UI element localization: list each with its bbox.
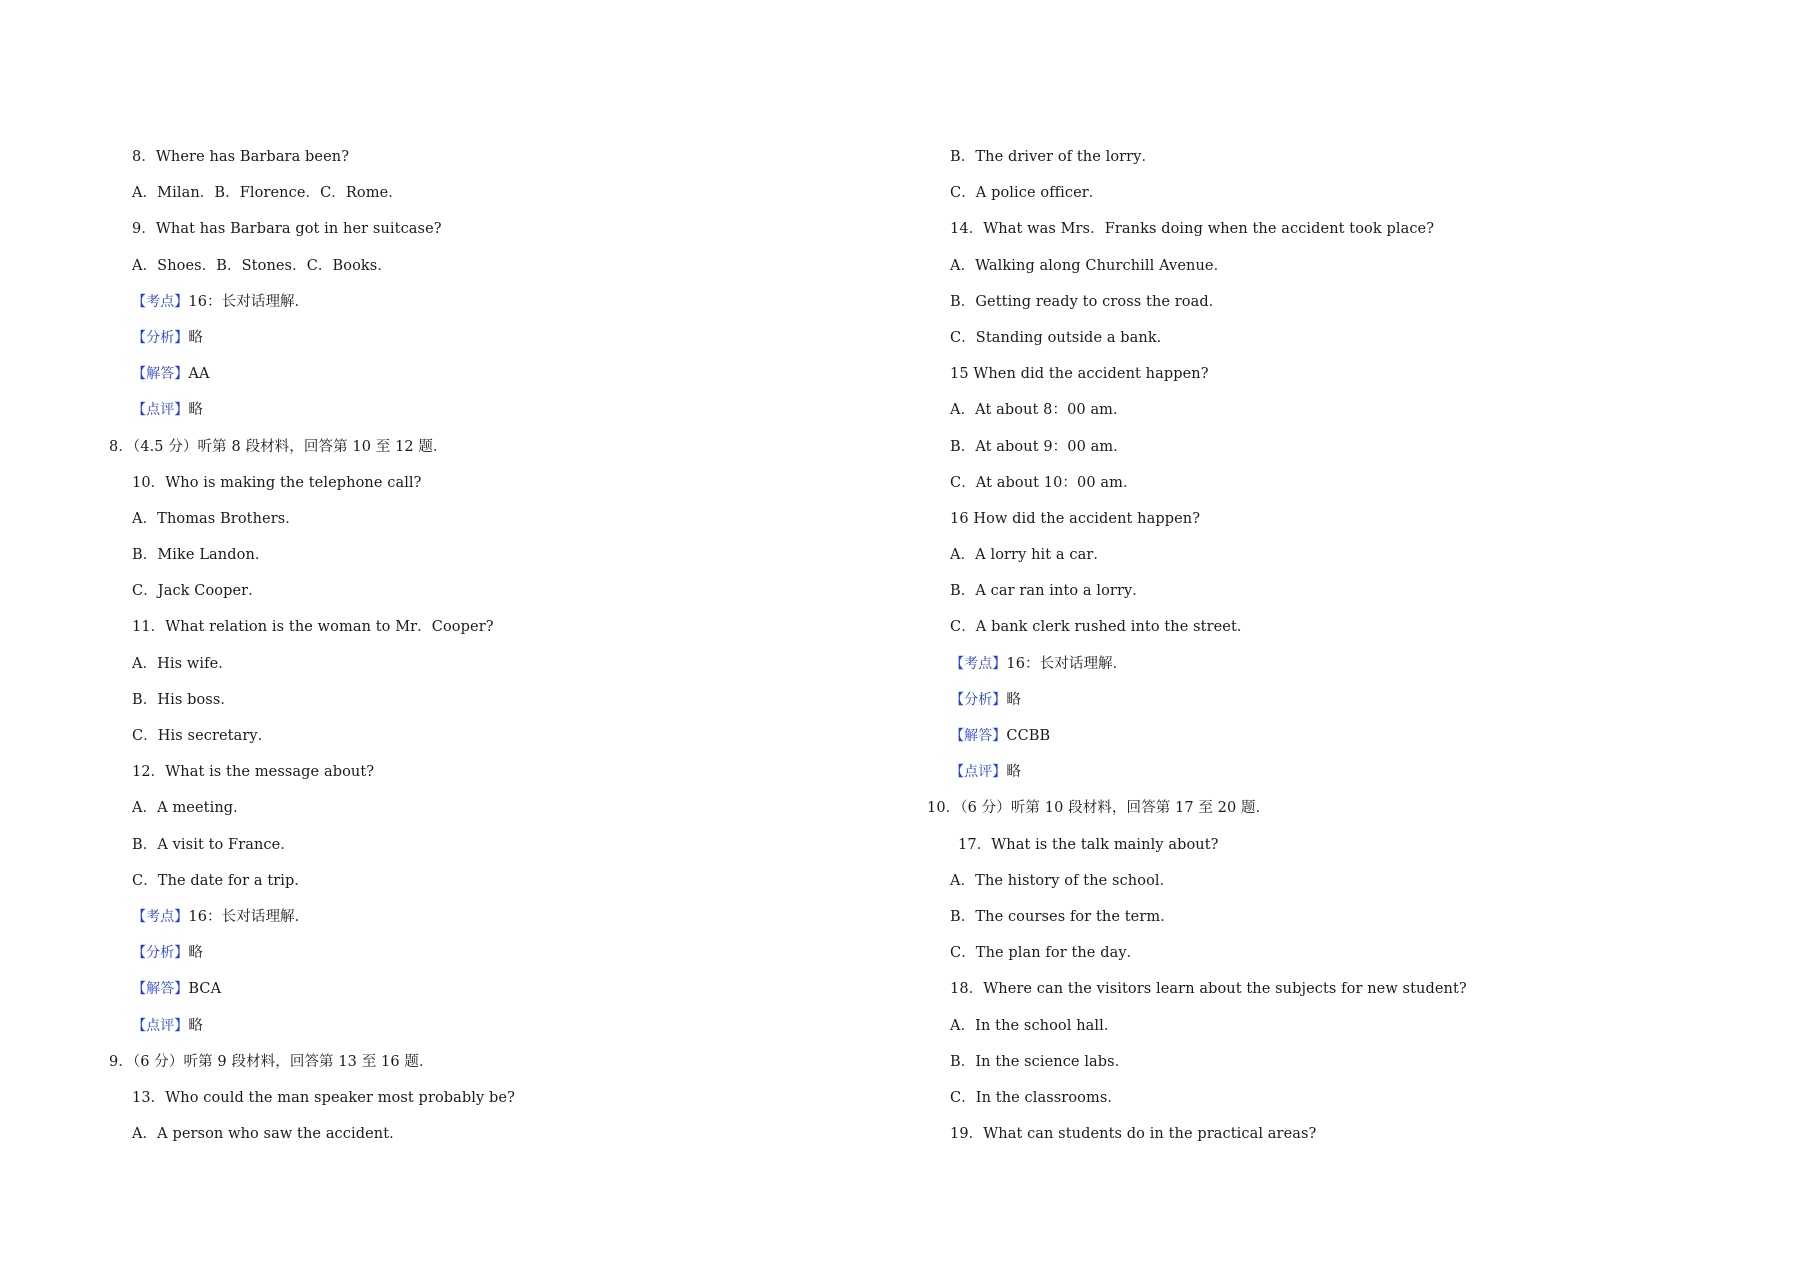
question-line bbox=[109, 689, 869, 725]
question-line bbox=[927, 616, 1687, 652]
line-text: B．Mike Landon． bbox=[132, 547, 270, 564]
question-line bbox=[109, 1123, 869, 1159]
question-line bbox=[927, 978, 1687, 1014]
question-line bbox=[927, 508, 1687, 544]
question-line bbox=[927, 1087, 1687, 1123]
section-heading bbox=[927, 797, 1687, 833]
annotation-tag: 【点评】 bbox=[950, 764, 1007, 781]
question-line bbox=[109, 870, 869, 906]
line-text: C．Jack Cooper． bbox=[132, 583, 263, 600]
section-heading bbox=[109, 436, 869, 472]
line-text: A．Milan．B．Florence．C．Rome． bbox=[132, 185, 403, 202]
answer-annotation-line bbox=[109, 291, 869, 327]
answer-annotation-line bbox=[109, 978, 869, 1014]
annotation-tag: 【分析】 bbox=[132, 329, 189, 346]
question-line bbox=[927, 544, 1687, 580]
annotation-tag: 【点评】 bbox=[132, 402, 189, 419]
annotation-tag: 【分析】 bbox=[132, 945, 189, 962]
line-text: 16：长对话理解． bbox=[188, 908, 310, 925]
line-text: 略 bbox=[188, 945, 204, 962]
line-text: 16：长对话理解． bbox=[188, 293, 310, 310]
line-text: 17．What is the talk mainly about? bbox=[958, 836, 1219, 853]
line-text: C．The plan for the day． bbox=[950, 945, 1142, 962]
line-text: AA bbox=[188, 366, 210, 383]
answer-annotation-line bbox=[927, 725, 1687, 761]
question-line bbox=[927, 1015, 1687, 1051]
line-text: 10．Who is making the telephone call? bbox=[132, 474, 422, 491]
question-line bbox=[927, 327, 1687, 363]
question-line bbox=[927, 580, 1687, 616]
question-line bbox=[927, 834, 1687, 870]
question-line bbox=[927, 399, 1687, 435]
question-line bbox=[109, 761, 869, 797]
question-line bbox=[109, 218, 869, 254]
answer-annotation-line bbox=[109, 906, 869, 942]
annotation-tag: 【解答】 bbox=[950, 728, 1007, 744]
section-heading bbox=[109, 1051, 869, 1087]
answer-annotation-line bbox=[109, 1015, 869, 1051]
line-text: 16 How did the accident happen? bbox=[950, 510, 1201, 527]
line-text: B．At about 9：00 am． bbox=[950, 438, 1128, 455]
question-line bbox=[927, 255, 1687, 291]
question-line bbox=[927, 870, 1687, 906]
line-text: CCBB bbox=[1006, 728, 1051, 744]
question-line bbox=[109, 725, 869, 761]
line-text: 8．（4.5 分）听第 8 段材料，回答第 10 至 12 题． bbox=[109, 438, 448, 455]
question-line bbox=[927, 472, 1687, 508]
line-text: B．Getting ready to cross the road． bbox=[950, 293, 1224, 310]
question-line bbox=[927, 182, 1687, 218]
answer-annotation-line bbox=[927, 761, 1687, 797]
line-text: C．A police officer． bbox=[950, 185, 1104, 202]
line-text: 18．Where can the visitors learn about the subjects for new student? bbox=[950, 981, 1467, 998]
question-line bbox=[109, 544, 869, 580]
line-text: A．A meeting． bbox=[132, 800, 248, 817]
question-line bbox=[927, 436, 1687, 472]
line-text: C．The date for a trip． bbox=[132, 872, 310, 889]
answer-annotation-line bbox=[927, 653, 1687, 689]
annotation-tag: 【点评】 bbox=[132, 1017, 189, 1034]
line-text: 8．Where has Barbara been? bbox=[132, 149, 350, 165]
question-line bbox=[109, 616, 869, 652]
question-line bbox=[927, 218, 1687, 254]
line-text: 9．What has Barbara got in her suitcase? bbox=[132, 221, 442, 238]
question-line bbox=[927, 146, 1687, 182]
line-text: A．His wife． bbox=[132, 655, 233, 672]
line-text: C．Standing outside a bank． bbox=[950, 329, 1172, 346]
annotation-tag: 【考点】 bbox=[132, 908, 189, 925]
line-text: 10．（6 分）听第 10 段材料，回答第 17 至 20 题． bbox=[927, 800, 1271, 817]
line-text: 略 bbox=[188, 402, 204, 419]
annotation-tag: 【解答】 bbox=[132, 981, 189, 998]
line-text: 19．What can students do in the practical areas? bbox=[950, 1126, 1317, 1143]
line-text: C．His secretary． bbox=[132, 728, 273, 744]
line-text: A．Shoes．B．Stones．C．Books． bbox=[132, 257, 392, 274]
line-text: 12．What is the message about? bbox=[132, 764, 375, 781]
question-line bbox=[109, 797, 869, 833]
question-line bbox=[109, 1087, 869, 1123]
question-line bbox=[927, 1051, 1687, 1087]
line-text: 11．What relation is the woman to Mr．Cooper? bbox=[132, 619, 494, 636]
answer-annotation-line bbox=[109, 327, 869, 363]
question-line bbox=[109, 653, 869, 689]
line-text: A．At about 8：00 am． bbox=[950, 402, 1128, 419]
line-text: C．In the classrooms． bbox=[950, 1089, 1122, 1106]
line-text: 略 bbox=[188, 329, 204, 346]
answer-annotation-line bbox=[927, 689, 1687, 725]
line-text: A．A lorry hit a car． bbox=[950, 547, 1108, 564]
line-text: A．Thomas Brothers． bbox=[132, 510, 300, 527]
line-text: B．A car ran into a lorry． bbox=[950, 583, 1147, 600]
left-column bbox=[109, 146, 869, 1159]
question-line bbox=[109, 472, 869, 508]
line-text: 9．（6 分）听第 9 段材料，回答第 13 至 16 题． bbox=[109, 1053, 434, 1070]
line-text: 13．Who could the man speaker most probably be? bbox=[132, 1089, 515, 1106]
line-text: B．A visit to France． bbox=[132, 836, 295, 853]
question-line bbox=[109, 182, 869, 218]
question-line bbox=[109, 508, 869, 544]
line-text: 15 When did the accident happen? bbox=[950, 366, 1209, 383]
line-text: 略 bbox=[1006, 691, 1022, 708]
line-text: BCA bbox=[188, 981, 222, 998]
line-text: A．A person who saw the accident． bbox=[132, 1126, 404, 1143]
line-text: A．In the school hall． bbox=[950, 1017, 1119, 1034]
question-line bbox=[927, 942, 1687, 978]
line-text: C．At about 10：00 am． bbox=[950, 474, 1138, 491]
line-text: 略 bbox=[188, 1017, 204, 1034]
line-text: C．A bank clerk rushed into the street． bbox=[950, 619, 1252, 636]
question-line bbox=[109, 255, 869, 291]
question-line bbox=[109, 580, 869, 616]
line-text: A．The history of the school． bbox=[950, 872, 1175, 889]
line-text: 14．What was Mrs．Franks doing when the accident took place? bbox=[950, 221, 1435, 238]
question-line bbox=[109, 146, 869, 182]
annotation-tag: 【考点】 bbox=[950, 655, 1007, 672]
answer-annotation-line bbox=[109, 399, 869, 435]
line-text: A．Walking along Churchill Avenue． bbox=[950, 257, 1229, 274]
line-text: B．His boss． bbox=[132, 691, 235, 708]
line-text: B．The driver of the lorry． bbox=[950, 149, 1157, 165]
line-text: 略 bbox=[1006, 764, 1022, 781]
question-line bbox=[927, 291, 1687, 327]
annotation-tag: 【解答】 bbox=[132, 366, 189, 383]
question-line bbox=[927, 363, 1687, 399]
line-text: B．In the science labs． bbox=[950, 1053, 1130, 1070]
question-line bbox=[927, 906, 1687, 942]
line-text: 16：长对话理解． bbox=[1006, 655, 1128, 672]
line-text: B．The courses for the term． bbox=[950, 908, 1175, 925]
answer-annotation-line bbox=[109, 942, 869, 978]
annotation-tag: 【考点】 bbox=[132, 293, 189, 310]
annotation-tag: 【分析】 bbox=[950, 691, 1007, 708]
question-line bbox=[927, 1123, 1687, 1159]
right-column bbox=[927, 146, 1687, 1159]
answer-annotation-line bbox=[109, 363, 869, 399]
question-line bbox=[109, 834, 869, 870]
